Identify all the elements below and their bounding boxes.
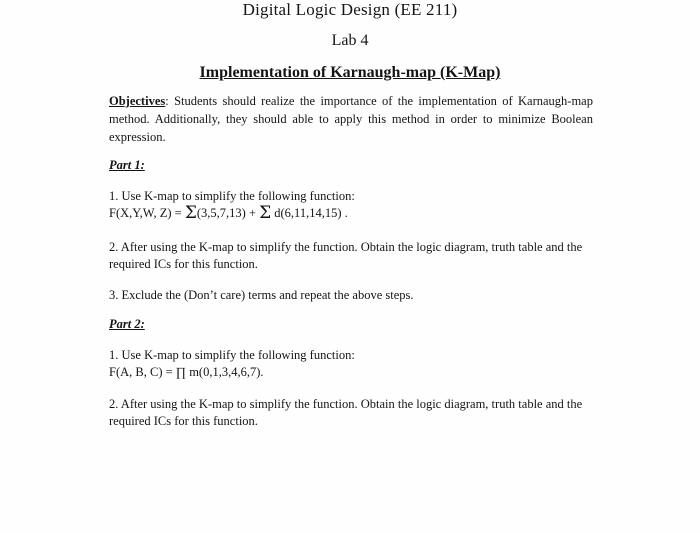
part1-item1 [109, 188, 593, 222]
objectives-paragraph [109, 92, 593, 146]
part1-heading: Part 1: [109, 158, 145, 172]
part1-item3: 3. Exclude the (Don’t care) terms and repeat the above steps. [109, 288, 414, 302]
part1-item1-instruction: 1. Use K-map to simplify the following function: [109, 189, 355, 203]
part2-heading: Part 2: [109, 317, 145, 331]
part2-item1-instruction: 1. Use K-map to simplify the following function: [109, 348, 355, 362]
course-title: Digital Logic Design (EE 211) [242, 0, 458, 19]
lab-number: Lab 4 [331, 32, 369, 49]
sigma-symbol: Σ [184, 203, 197, 223]
part1-item2: 2. After using the K-map to simplify the function. Obtain the logic diagram, truth table and the required ICs for this function. [109, 240, 583, 271]
function-lhs: F(X,Y,W, Z) = [109, 206, 185, 220]
sigma-symbol: Σ [259, 203, 272, 223]
function-minterms: (3,5,7,13) + [196, 206, 260, 220]
part2-item1-function: F(A, B, C) = ∏ m(0,1,3,4,6,7). [109, 365, 264, 379]
objectives-label: Objectives [109, 94, 166, 108]
part2-item2: 2. After using the K-map to simplify the function. Obtain the logic diagram, truth table and the required ICs for this function. [109, 397, 583, 428]
document-title: Implementation of Karnaugh-map (K-Map) [199, 64, 501, 81]
function-dontcares: d(6,11,14,15) . [271, 206, 348, 220]
part2-item1 [109, 347, 593, 381]
part1-item1-function [109, 205, 593, 222]
objectives-text: : Students should realize the importance of the implementation of Karnaugh-map method. Additionally, they should able to apply this method in order to minimize Boolean expression. [109, 94, 593, 144]
